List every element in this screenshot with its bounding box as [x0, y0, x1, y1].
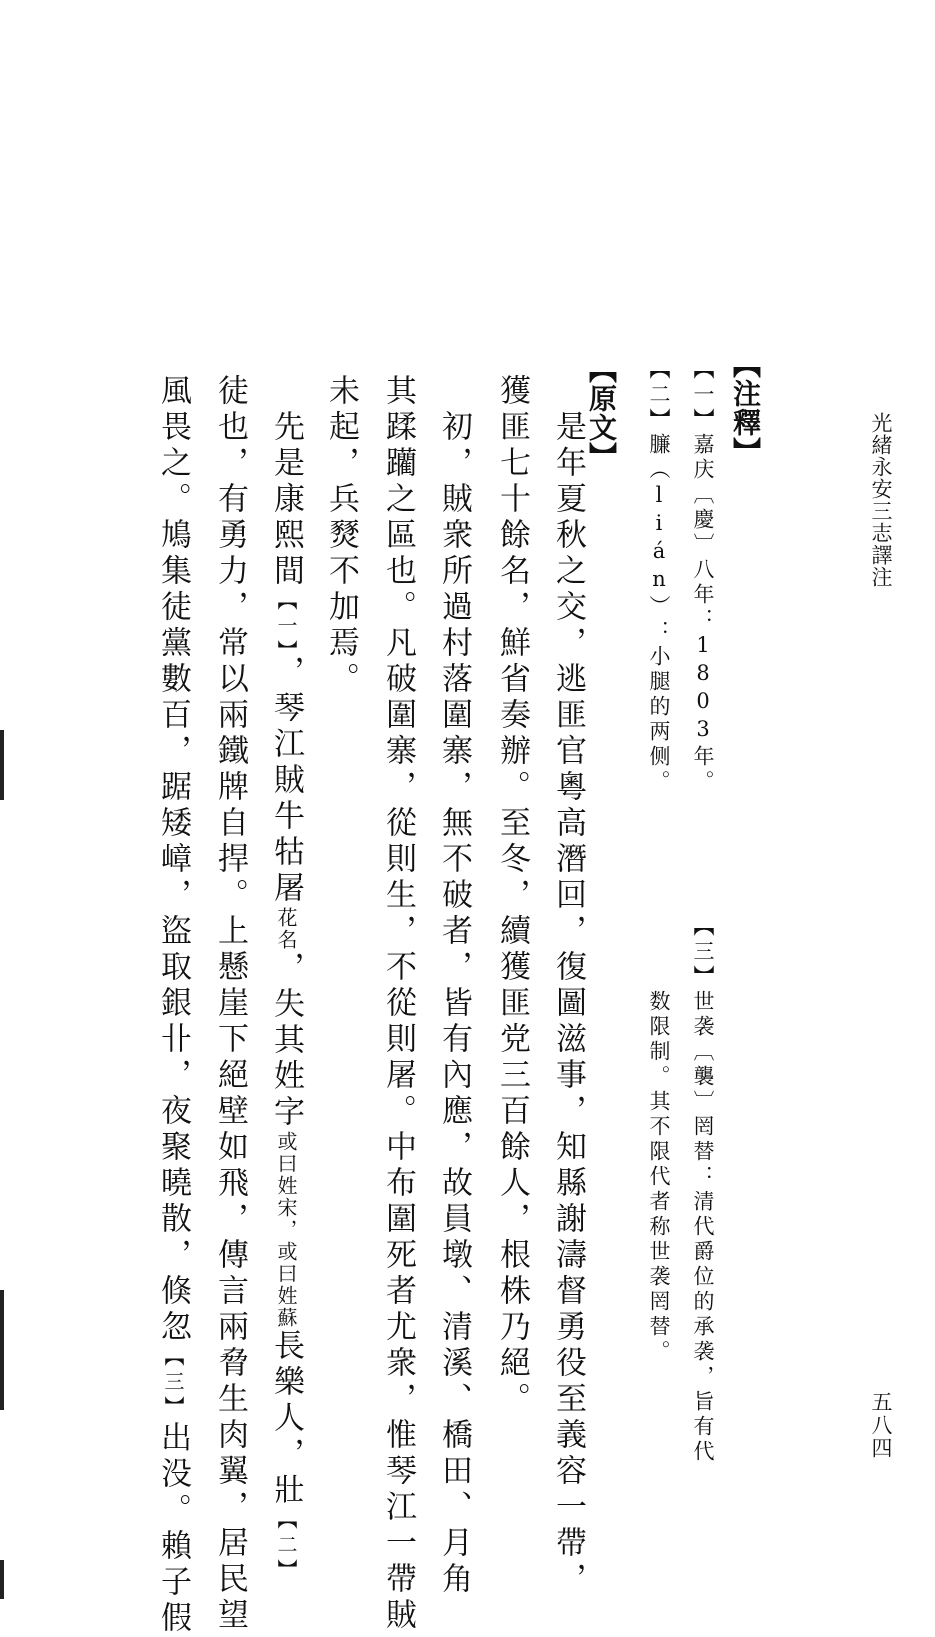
col6-text-b: ，琴江賊牛牯屠	[268, 655, 304, 907]
original-text-heading: 【原文】	[585, 355, 618, 471]
scan-edge-mark	[0, 730, 4, 800]
inline-note-surname: 或曰姓宋，或曰姓蘇	[274, 1131, 298, 1329]
note-2: 【二】臁（lián）：小腿的两侧。	[647, 358, 671, 795]
original-column-5: 未起，兵燹不加焉。	[323, 374, 359, 698]
notes-heading: 【注釋】	[729, 350, 762, 466]
footnote-ref-2: 【二】	[274, 1509, 298, 1584]
col8-text-a: 風畏之。鳩集徒黨數百，踞矮嶂，盜取銀卝，夜聚曉散，倏忽	[155, 374, 191, 1346]
note-1: 【一】嘉庆〔慶〕八年：1803年。	[691, 358, 715, 795]
col8-text-b: 出没。賴子假	[155, 1421, 191, 1637]
page-number: 五八四	[869, 1391, 893, 1460]
col6-text-d: 長樂人，壯	[268, 1329, 304, 1509]
note-3-line-2: 数限制。其不限代者称世袭罔替。	[647, 990, 671, 1365]
col6-text-c: ，失其姓字	[268, 951, 304, 1131]
original-column-2: 獲匪七十餘名，鮮省奏辦。至冬，續獲匪党三百餘人，根株乃絕。	[494, 374, 530, 1418]
inline-note-nickname: 花名	[274, 907, 298, 951]
original-column-7: 徒也，有勇力，常以兩鐵牌自捍。上懸崖下絕壁如飛，傳言兩脅生肉翼，居民望	[212, 374, 248, 1634]
original-column-8	[155, 374, 191, 1637]
scan-edge-mark	[0, 1560, 4, 1599]
col6-text-a: 先是康熙間	[268, 410, 304, 590]
original-column-1: 是年夏秋之交，逃匪官粵高潛回，復圖滋事，知縣謝濤督勇役至義容一帶，	[550, 410, 586, 1598]
running-header-title: 光緒永安三志譯注	[869, 412, 893, 588]
footnote-ref-1: 【一】	[274, 590, 298, 655]
note-3-line-1: 【三】世袭〔襲〕罔替：清代爵位的承袭，旨有代	[691, 915, 715, 1465]
original-column-3: 初，賊衆所過村落圍寨，無不破者，皆有內應，故員墩、清溪、橋田、月角	[436, 410, 472, 1598]
original-column-4: 其蹂躪之區也。凡破圍寨，從則生，不從則屠。中布圍死者尤衆，惟琴江一帶賊	[380, 374, 416, 1634]
scan-edge-mark	[0, 1290, 4, 1410]
original-column-6	[268, 410, 304, 1584]
footnote-ref-3: 【三】	[161, 1346, 185, 1421]
